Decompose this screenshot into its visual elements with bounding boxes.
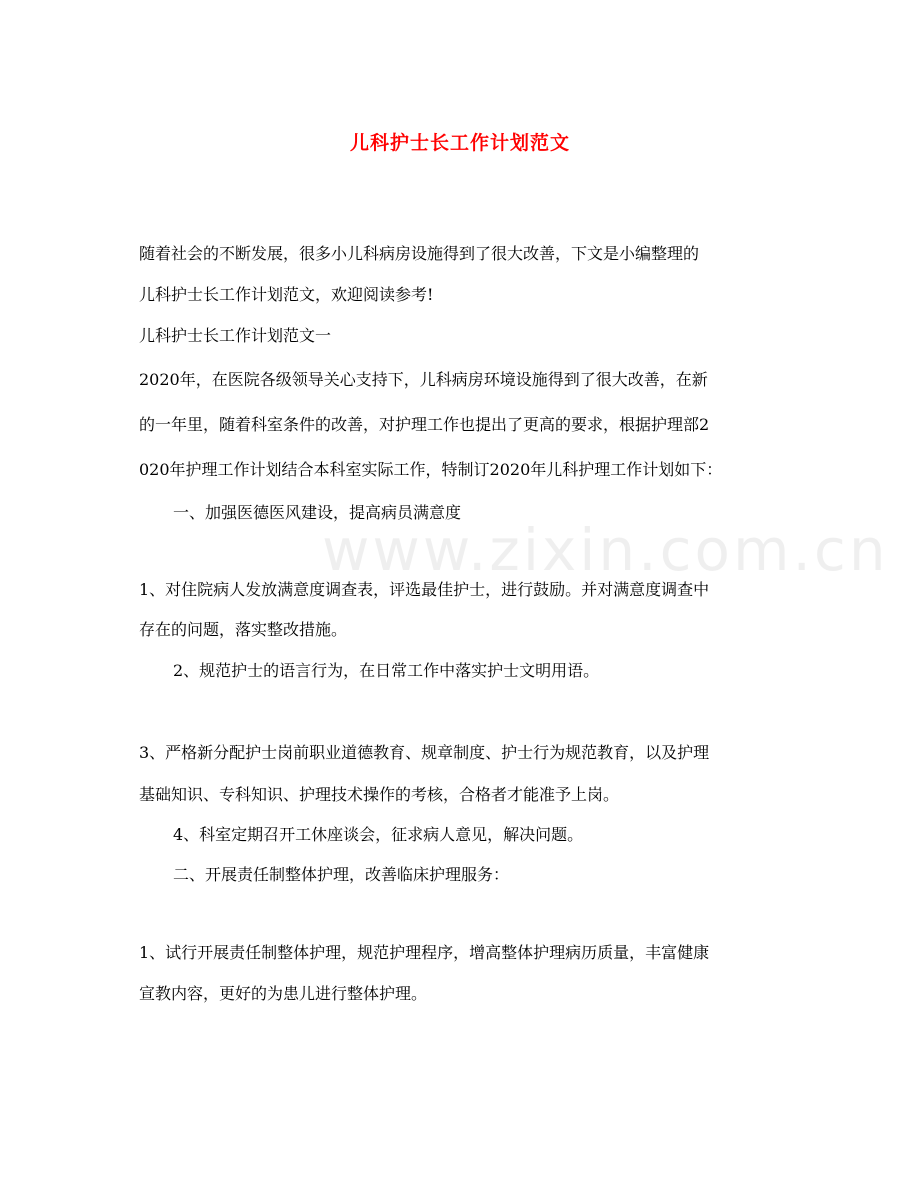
paragraph-line: 020年护理工作计划结合本科室实际工作，特制订2020年儿科护理工作计划如下：: [139, 460, 723, 479]
subsection-heading: 二、开展责任制整体护理，改善临床护理服务：: [173, 865, 510, 884]
paragraph-line: 儿科护士长工作计划范文，欢迎阅读参考!: [139, 285, 434, 304]
subsection-heading: 一、加强医德医风建设，提高病员满意度: [173, 503, 462, 522]
section-heading: 儿科护士长工作计划范文一: [139, 326, 332, 345]
paragraph-line: 存在的问题，落实整改措施。: [139, 620, 348, 639]
paragraph-line: 1、对住院病人发放满意度调查表，评选最佳护士，进行鼓励。并对满意度调查中: [139, 580, 710, 599]
watermark: www.zixin.com.cn: [322, 516, 889, 584]
paragraph-line: 宣教内容，更好的为患儿进行整体护理。: [139, 984, 428, 1003]
document-title: 儿科护士长工作计划范文: [349, 132, 570, 154]
paragraph-line: 3、严格新分配护士岗前职业道德教育、规章制度、护士行为规范教育，以及护理: [139, 743, 710, 762]
paragraph-line: 4、科室定期召开工休座谈会，征求病人意见，解决问题。: [173, 825, 584, 844]
paragraph-line: 的一年里，随着科室条件的改善，对护理工作也提出了更高的要求，根据护理部2: [139, 415, 710, 434]
paragraph-line: 2、规范护士的语言行为，在日常工作中落实护士文明用语。: [173, 661, 600, 680]
paragraph-line: 随着社会的不断发展，很多小儿科病房设施得到了很大改善，下文是小编整理的: [139, 244, 700, 263]
paragraph-line: 1、试行开展责任制整体护理，规范护理程序，增高整体护理病历质量，丰富健康: [139, 943, 710, 962]
paragraph-line: 基础知识、专科知识、护理技术操作的考核，合格者才能准予上岗。: [139, 785, 620, 804]
paragraph-line: 2020年，在医院各级领导关心支持下，儿科病房环境设施得到了很大改善，在新: [139, 370, 708, 389]
